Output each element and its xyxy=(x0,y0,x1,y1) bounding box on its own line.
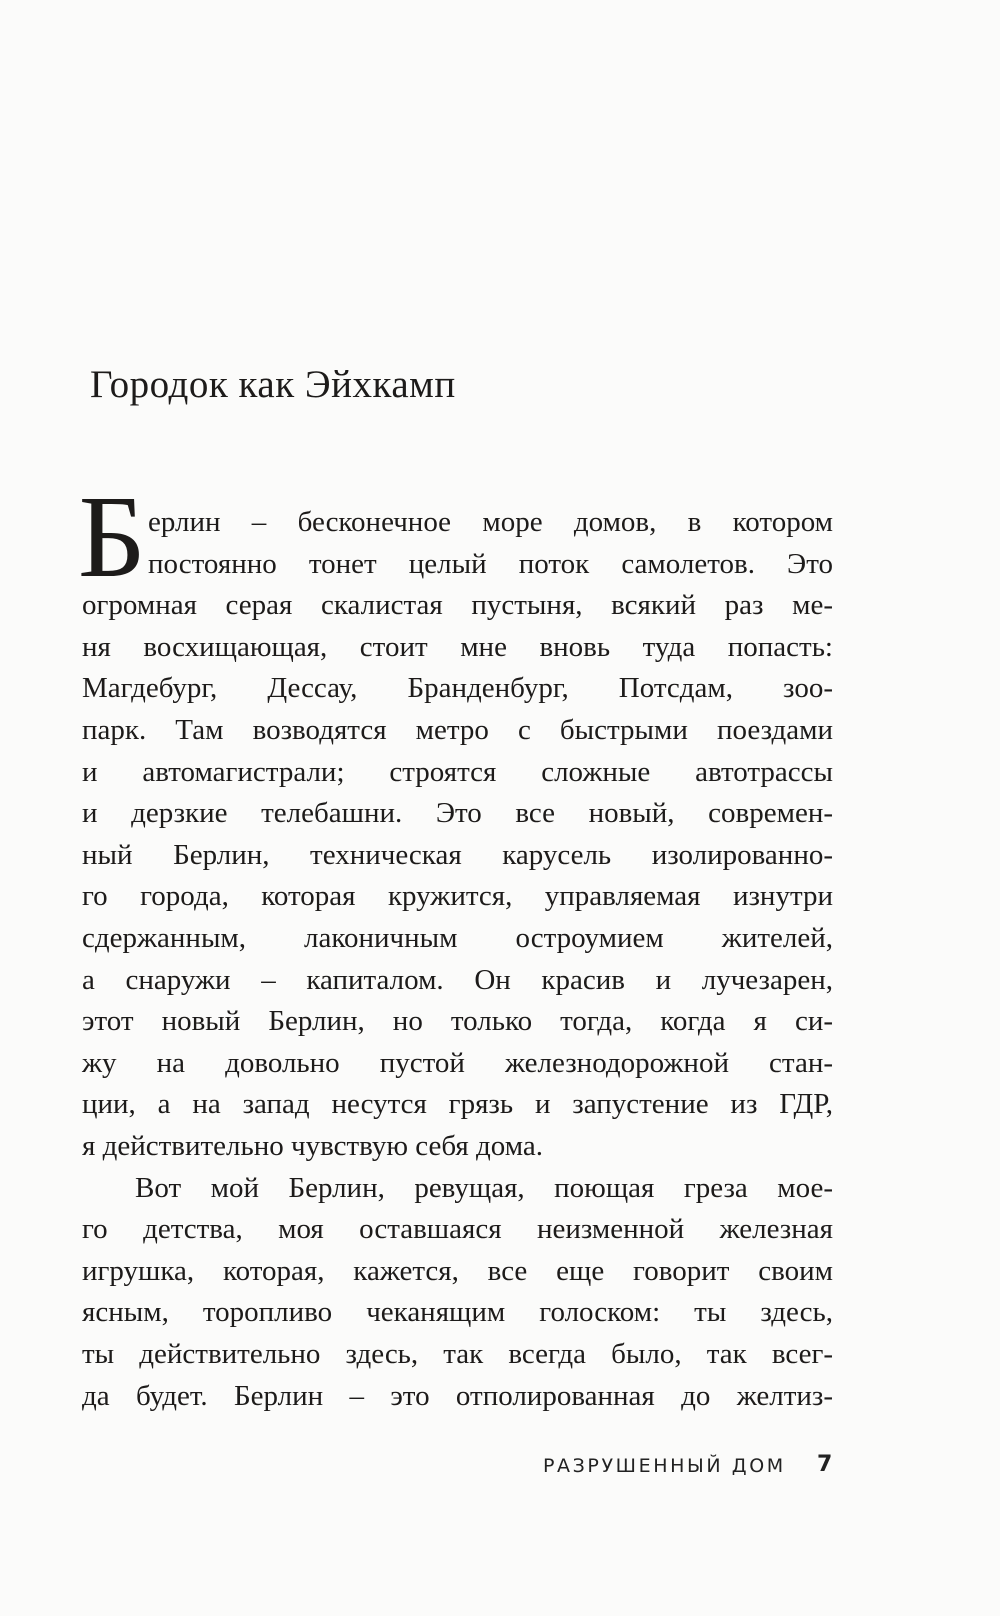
page-number: 7 xyxy=(817,1452,833,1477)
text-line: ции, а на запад несутся грязь и запустение из ГДР, xyxy=(82,1088,833,1121)
drop-cap: Б xyxy=(78,471,146,602)
text-line: ный Берлин, техническая карусель изолированно- xyxy=(82,838,833,871)
text-line: жу на довольно пустой железнодорожной стан- xyxy=(82,1046,833,1079)
text-line: и дерзкие телебашни. Это все новый, современ- xyxy=(82,797,833,830)
text-line: игрушка, которая, кажется, все еще говорит своим xyxy=(82,1254,833,1287)
text-line: я действительно чувствую себя дома. xyxy=(82,1130,543,1162)
text-line: ерлин – бесконечное море домов, в котором xyxy=(148,506,833,538)
text-line: го города, которая кружится, управляемая изнутри xyxy=(82,880,833,913)
text-line: Магдебург, Дессау, Бранденбург, Потсдам, зоо- xyxy=(82,672,833,705)
text-line: а снаружи – капиталом. Он красив и лучезарен, xyxy=(82,963,833,996)
text-line: этот новый Берлин, но только тогда, когда я си- xyxy=(82,1005,833,1038)
text-line: ясным, торопливо чеканящим голоском: ты здесь, xyxy=(82,1296,833,1329)
text-line: сдержанным, лаконичным остроумием жителей, xyxy=(82,922,833,954)
chapter-title: Городок как Эйхкамп xyxy=(90,363,456,406)
text-line: и автомагистрали; строятся сложные автотрассы xyxy=(82,755,833,788)
running-title: РАЗРУШЕННЫЙ ДОМ xyxy=(543,1455,786,1477)
text-line: постоянно тонет целый поток самолетов. Это xyxy=(148,547,833,580)
text-line: ня восхищающая, стоит мне вновь туда попасть: xyxy=(82,630,833,663)
text-line: го детства, моя оставшаяся неизменной железная xyxy=(82,1213,833,1246)
text-line: да будет. Берлин – это отполированная до желтиз- xyxy=(82,1379,833,1412)
text-line: Вот мой Берлин, ревущая, поющая греза мое- xyxy=(135,1171,833,1204)
text-line: огромная серая скалистая пустыня, всякий раз ме- xyxy=(82,589,833,622)
text-line: ты действительно здесь, так всегда было, так всег- xyxy=(82,1338,833,1370)
text-line: парк. Там возводятся метро с быстрыми поездами xyxy=(82,714,833,746)
